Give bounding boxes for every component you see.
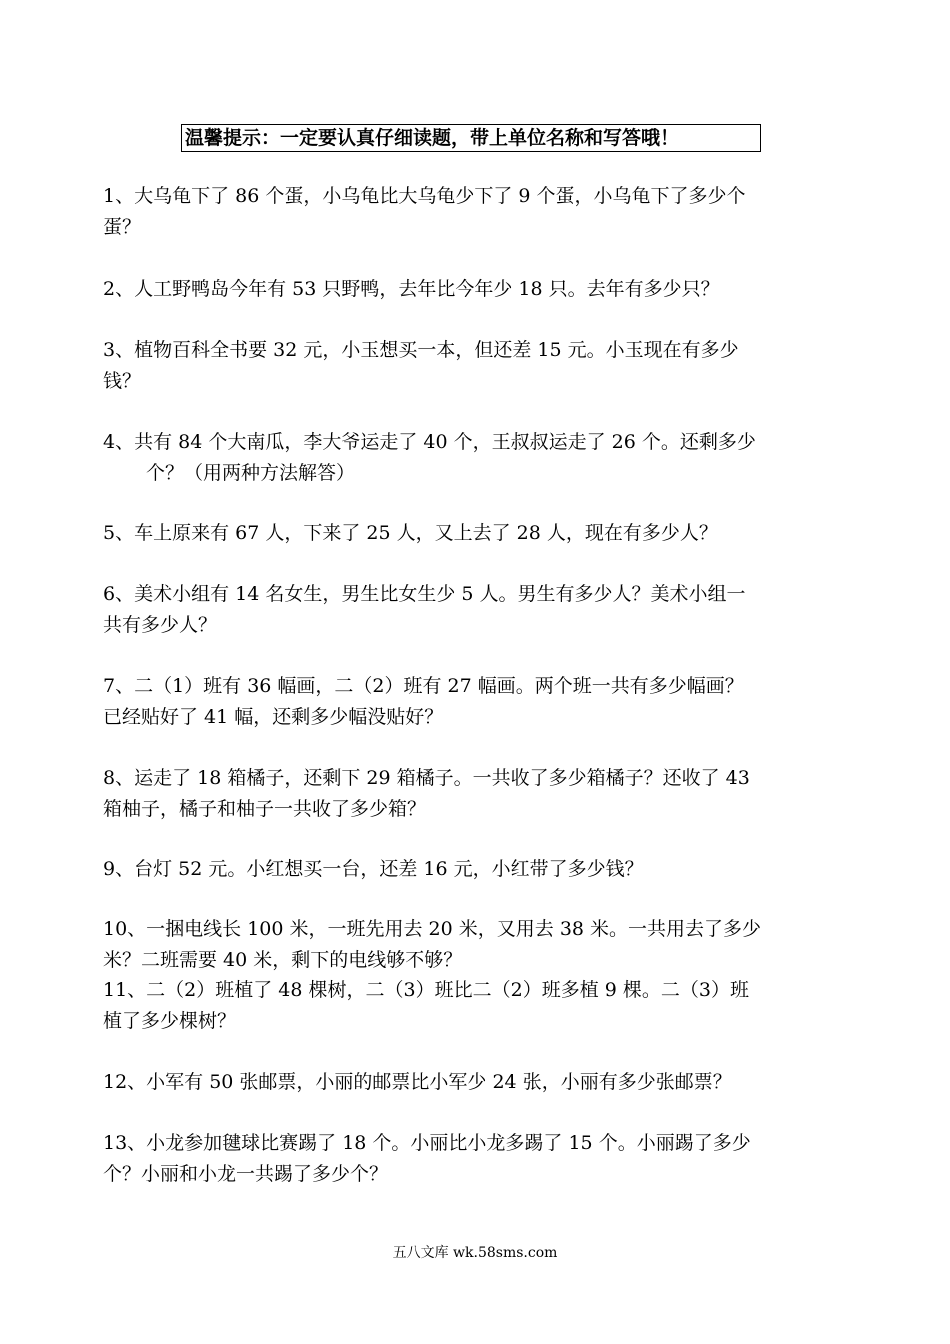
question-line: 蛋？ [103, 216, 142, 238]
reminder-box: 温馨提示：一定要认真仔细读题，带上单位名称和写答哦！ [181, 124, 761, 152]
question-line: 4、共有 84 个大南瓜，李大爷运走了 40 个，王叔叔运走了 26 个。还剩多少 [103, 431, 756, 453]
question-line: 3、植物百科全书要 32 元，小玉想买一本，但还差 15 元。小玉现在有多少 [103, 339, 739, 361]
question-line: 2、人工野鸭岛今年有 53 只野鸭，去年比今年少 18 只。去年有多少只？ [103, 278, 720, 300]
question-line: 钱？ [103, 370, 142, 392]
question-1 [103, 181, 845, 243]
question-line: 11、二（2）班植了 48 棵树，二（3）班比二（2）班多植 9 棵。二（3）班 [103, 979, 749, 1001]
question-line: 已经贴好了 41 幅，还剩多少幅没贴好？ [103, 706, 444, 728]
question-line: 个？（用两种方法解答） [146, 462, 356, 484]
question-13 [103, 1128, 845, 1190]
question-line: 8、运走了 18 箱橘子，还剩下 29 箱橘子。一共收了多少箱橘子？还收了 43 [103, 767, 750, 789]
question-12 [103, 1067, 845, 1098]
question-5 [103, 518, 845, 549]
question-line: 13、小龙参加毽球比赛踢了 18 个。小丽比小龙多踢了 15 个。小丽踢了多少 [103, 1132, 751, 1154]
question-line: 1、大乌龟下了 86 个蛋，小乌龟比大乌龟少下了 9 个蛋，小乌龟下了多少个 [103, 185, 746, 207]
footer-watermark: 五八文库 wk.58sms.com [392, 1245, 558, 1261]
question-line: 植了多少棵树？ [103, 1010, 237, 1032]
question-3 [103, 335, 845, 397]
question-line: 10、一捆电线长 100 米，一班先用去 20 米，又用去 38 米。一共用去了多少 [103, 918, 762, 940]
question-8 [103, 763, 845, 825]
question-line: 9、台灯 52 元。小红想买一台，还差 16 元，小红带了多少钱？ [103, 858, 644, 880]
question-line: 箱柚子，橘子和柚子一共收了多少箱？ [103, 798, 427, 820]
question-line: 6、美术小组有 14 名女生，男生比女生少 5 人。男生有多少人？美术小组一 [103, 583, 746, 605]
question-line: 12、小军有 50 张邮票，小丽的邮票比小军少 24 张，小丽有多少张邮票？ [103, 1071, 732, 1093]
question-line: 共有多少人？ [103, 614, 218, 636]
question-9 [103, 854, 845, 885]
question-line: 7、二（1）班有 36 幅画，二（2）班有 27 幅画。两个班一共有多少幅画？ [103, 675, 744, 697]
question-line: 5、车上原来有 67 人，下来了 25 人，又上去了 28 人，现在有多少人？ [103, 522, 718, 544]
question-line: 米？二班需要 40 米，剩下的电线够不够？ [103, 949, 463, 971]
question-2 [103, 274, 845, 305]
question-7 [103, 671, 845, 733]
question-line: 个？小丽和小龙一共踢了多少个？ [103, 1163, 389, 1185]
question-10 [103, 914, 845, 976]
question-6 [103, 579, 845, 641]
question-4 [103, 427, 845, 489]
question-11 [103, 975, 845, 1037]
